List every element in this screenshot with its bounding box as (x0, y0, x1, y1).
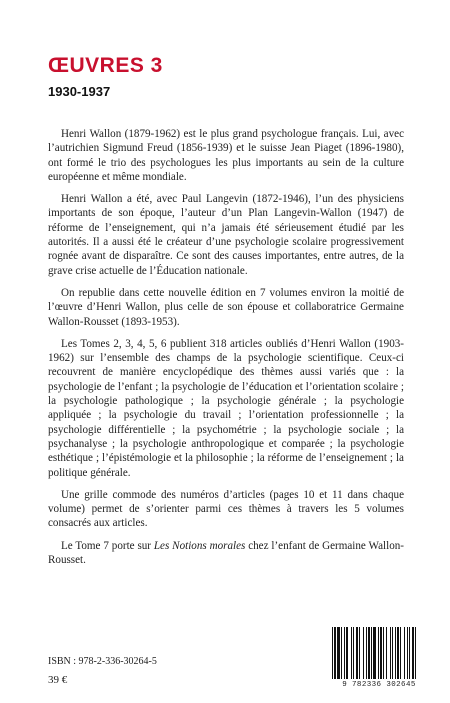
isbn: ISBN : 978-2-336-30264-5 (48, 656, 157, 667)
barcode-bar (378, 627, 379, 679)
barcode-bar (363, 627, 364, 679)
book-title-reference: Les Notions morales (153, 539, 246, 552)
paragraph-3: On republie dans cette nouvelle édition en 7 volumes environ la moitié de l’œuvre d’Henri Wallon, plus celle de son épouse et collaboratrice Germaine Wallon-Rousset (1893-1953). (48, 286, 404, 328)
barcode-bar (397, 627, 399, 679)
barcode-icon (326, 625, 432, 681)
barcode-bar (380, 627, 382, 679)
price: 39 € (48, 674, 68, 686)
barcode-bar (400, 627, 401, 679)
barcode-digits: 9 782336 302645 (342, 681, 416, 689)
barcode-bar (368, 627, 370, 679)
barcode-bar (412, 627, 414, 679)
barcode-bar (392, 627, 393, 679)
paragraph-4: Les Tomes 2, 3, 4, 5, 6 publient 318 articles oubliés d’Henri Wallon (1903-1962) sur l’ensemble des champs de la psychologie scientifique. Ceux-ci recouvrent de manière encyclopédique des thèmes aussi variés que : la psychologie de l’enfant ; la psychologie de l’éducation et l’orientation scolaire ; la psychologie pathologique ; la psychologie générale ; la psychologie appliquée ; la psychologie du travail ; l’orientation professionnelle ; la psychologie différentielle ; la psychométrie ; la psychologie sociale ; la psychanalyse ; la psychologie anthropologique et comparée ; la psychologie esthétique ; l’épistémologie et la philosophie ; la réforme de l’enseignement ; la politique générale. (48, 337, 404, 479)
book-years: 1930-1937 (48, 84, 111, 99)
barcode-bar (353, 627, 354, 679)
barcode-bar (344, 627, 345, 679)
barcode-bar (386, 627, 387, 679)
paragraph-6: Le Tome 7 porte sur Les Notions morales chez l’enfant de Germaine Wallon-Rousset. (48, 539, 404, 567)
paragraph-1: Henri Wallon (1879-1962) est le plus grand psychologue français. Lui, avec l’autrichien Sigmund Freud (1856-1939) et le suisse Jean Piaget (1896-1980), ont formé le trio des psychologues les plus importants au sein de la culture européenne et même mondiale. (48, 128, 404, 183)
barcode-bar (395, 627, 396, 679)
book-title: ŒUVRES 3 (48, 54, 163, 77)
barcode-bar (341, 627, 342, 679)
barcode-bar (383, 627, 384, 679)
barcode (326, 625, 432, 695)
paragraph-2: Henri Wallon a été, avec Paul Langevin (1872-1946), l’un des physiciens importants de son époque, l’auteur d’un Plan Langevin-Wallon (1947) de réforme de l’enseignement, qui n’a jamais été sérieusement étudié par les autorités. Il a aussi été le créateur d’une psychologie scolaire progressivement rognée avant de disparaître. Ce sont des causes importantes, entre autres, de la grave crise actuelle de l’Éducation nationale. (48, 193, 404, 277)
barcode-bar (371, 627, 372, 679)
barcode-bar (334, 627, 336, 679)
barcode-bar (359, 627, 360, 679)
barcode-bar (373, 627, 376, 679)
barcode-bar (366, 627, 367, 679)
back-cover-text (48, 127, 404, 567)
paragraph-5: Une grille commode des numéros d’articles (pages 10 et 11 dans chaque volume) permet de s’orienter parmi ces thèmes à travers les 5 volumes consacrés aux articles. (48, 488, 404, 530)
barcode-bar (390, 627, 391, 679)
barcode-bar (346, 627, 348, 679)
barcode-bar (351, 627, 352, 679)
barcode-bar (415, 627, 416, 679)
barcode-bar (409, 627, 410, 679)
barcode-bar (337, 627, 340, 679)
barcode-bar (332, 627, 333, 679)
barcode-bar (356, 627, 358, 679)
barcode-bar (404, 627, 405, 679)
barcode-bar (407, 627, 408, 679)
